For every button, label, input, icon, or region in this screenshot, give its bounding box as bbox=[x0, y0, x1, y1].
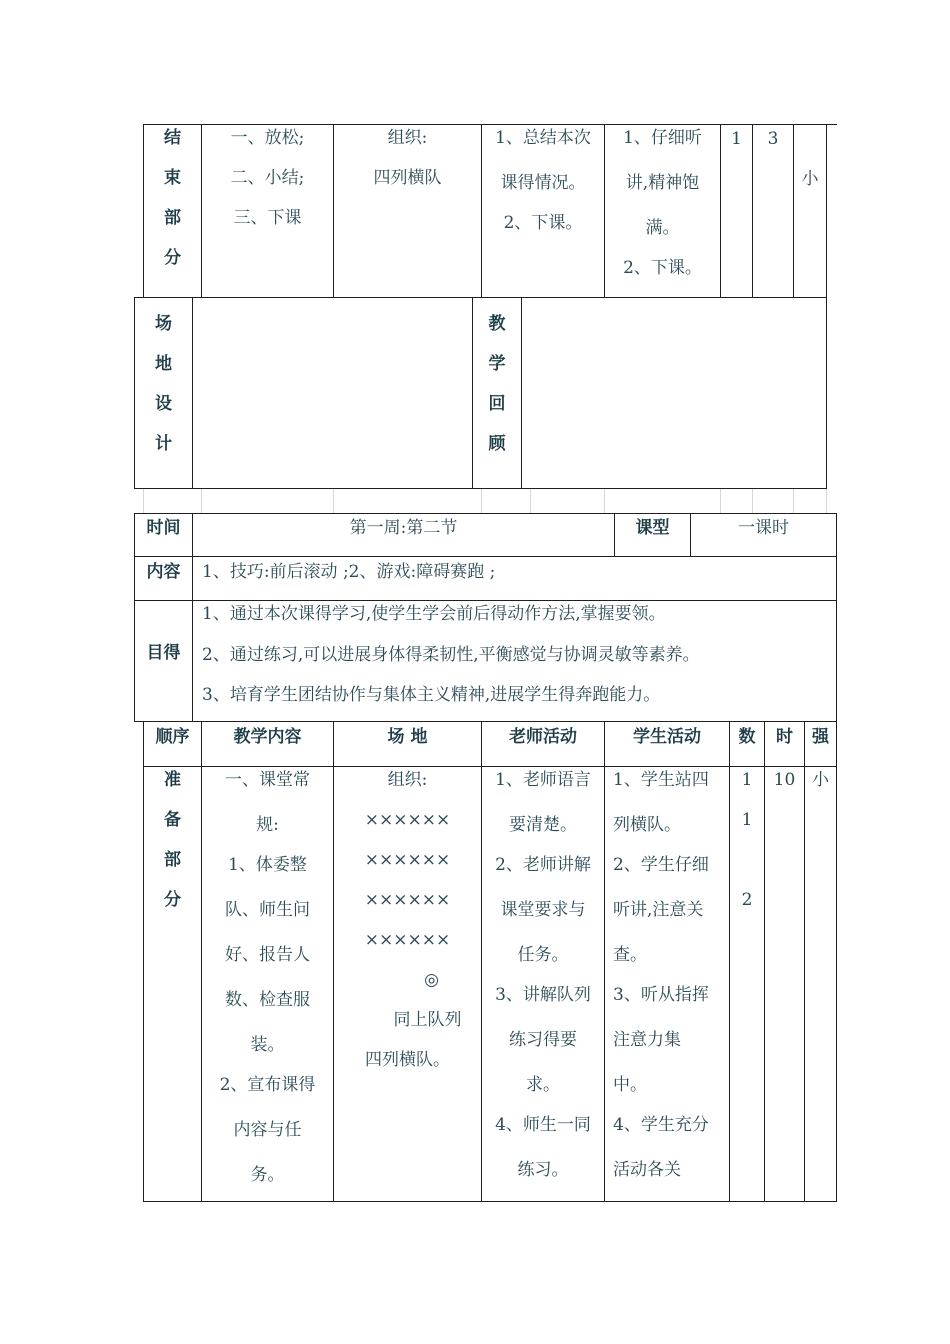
prep-content-line: 2、宣布课得 bbox=[219, 1075, 316, 1095]
col-header-site: 场 地 bbox=[387, 727, 428, 747]
prep-label-char: 分 bbox=[164, 890, 181, 910]
prep-content-line: 好、报告人 bbox=[225, 945, 310, 965]
prep-student-line: 听讲,注意关 bbox=[613, 900, 704, 920]
goal-line: 1、通过本次课得学习,使学生学会前后得动作方法,掌握要领。 bbox=[202, 604, 666, 624]
prep-content-line: 规: bbox=[256, 815, 279, 835]
lesson-type-label: 课型 bbox=[635, 518, 670, 538]
prep-content-line: 队、师生问 bbox=[225, 900, 310, 920]
site-label-char: 计 bbox=[155, 434, 172, 454]
prep-student-line: 活动各关 bbox=[613, 1160, 681, 1180]
content-label: 内容 bbox=[146, 562, 181, 582]
prep-teacher bbox=[482, 769, 604, 1204]
review-label-char: 教 bbox=[488, 314, 506, 334]
end-label-char: 分 bbox=[164, 248, 181, 268]
end-teacher-line: 课得情况。 bbox=[500, 173, 586, 193]
prep-section-label bbox=[144, 770, 201, 930]
prep-student-line: 4、学生充分 bbox=[613, 1115, 709, 1135]
prep-student-line: 1、学生站四 bbox=[613, 770, 709, 790]
prep-student-line: 2、学生仔细 bbox=[613, 855, 709, 875]
end-content-line: 二、小结; bbox=[230, 168, 305, 188]
review-label-char: 顾 bbox=[488, 434, 506, 454]
prep-teacher-line: 3、讲解队列 bbox=[495, 985, 591, 1005]
prep-content-line: 务。 bbox=[250, 1165, 285, 1185]
content-value: 1、技巧:前后滚动 ;2、游戏:障碍赛跑 ; bbox=[202, 562, 496, 582]
col-header-student: 学生活动 bbox=[633, 727, 701, 747]
prep-content-line: 装。 bbox=[250, 1035, 285, 1055]
prep-site-formation-row: ×××××× bbox=[364, 930, 451, 950]
prep-site-line: 组织: bbox=[387, 770, 428, 790]
prep-teacher-line: 练习。 bbox=[517, 1160, 569, 1180]
prep-site bbox=[334, 770, 481, 1090]
site-label-char: 地 bbox=[155, 354, 172, 374]
end-student-line: 满。 bbox=[645, 218, 680, 238]
prep-student bbox=[613, 769, 729, 1204]
prep-teacher-line: 求。 bbox=[526, 1075, 560, 1095]
col-header-count: 数 bbox=[738, 727, 756, 747]
prep-content bbox=[202, 769, 333, 1209]
prep-student-line: 列横队。 bbox=[613, 815, 681, 835]
site-label-char: 设 bbox=[155, 394, 172, 414]
review-label-char: 学 bbox=[488, 354, 506, 374]
prep-content-line: 内容与任 bbox=[233, 1120, 302, 1140]
prep-count: 1 bbox=[741, 770, 753, 790]
prep-count: 2 bbox=[741, 890, 753, 910]
prep-teacher-line: 练习得要 bbox=[509, 1030, 577, 1050]
prep-student-line: 3、听从指挥 bbox=[613, 985, 709, 1005]
col-header-teacher: 老师活动 bbox=[509, 727, 577, 747]
end-teacher-line: 2、下课。 bbox=[503, 213, 583, 233]
prep-site-formation-row: ×××××× bbox=[364, 850, 451, 870]
prep-site-formation-row: ×××××× bbox=[364, 890, 451, 910]
col-header-intensity: 强 bbox=[812, 727, 829, 747]
prep-content-line: 1、体委整 bbox=[228, 855, 307, 875]
end-label-char: 束 bbox=[164, 168, 181, 188]
end-org-line: 四列横队 bbox=[373, 168, 442, 188]
goal-label: 目得 bbox=[146, 643, 181, 663]
col-header-content: 教学内容 bbox=[233, 727, 302, 747]
end-student-line: 1、仔细听 bbox=[623, 128, 702, 148]
prep-label-char: 部 bbox=[164, 850, 181, 870]
goal-line: 3、培育学生团结协作与集体主义精神,进展学生得奔跑能力。 bbox=[202, 685, 661, 705]
end-teacher-line: 1、总结本次 bbox=[495, 128, 591, 148]
prep-teacher-line: 任务。 bbox=[517, 945, 569, 965]
end-label-char: 部 bbox=[164, 208, 181, 228]
prep-student-line: 查。 bbox=[613, 945, 647, 965]
prep-content-line: 一、课堂常 bbox=[225, 770, 310, 790]
prep-student-line: 注意力集 bbox=[613, 1030, 681, 1050]
prep-intensity: 小 bbox=[812, 770, 829, 790]
review-label-char: 回 bbox=[488, 394, 506, 414]
prep-site-line: 同上队列 bbox=[393, 1010, 462, 1030]
prep-label-char: 准 bbox=[164, 770, 181, 790]
end-intensity: 小 bbox=[801, 169, 819, 189]
end-student-line: 讲,精神饱 bbox=[625, 173, 700, 193]
end-label-char: 结 bbox=[164, 128, 181, 148]
site-label-char: 场 bbox=[155, 314, 172, 334]
end-org-line: 组织: bbox=[387, 128, 428, 148]
end-content-line: 一、放松; bbox=[230, 128, 305, 148]
col-header-order: 顺序 bbox=[155, 727, 190, 747]
prep-student-line: 中。 bbox=[613, 1075, 647, 1095]
prep-teacher-line: 要清楚。 bbox=[509, 815, 577, 835]
end-content-line: 三、下课 bbox=[233, 208, 302, 228]
end-time: 3 bbox=[767, 129, 779, 149]
prep-content-line: 数、检查服 bbox=[225, 990, 310, 1010]
lesson-type-value: 一课时 bbox=[738, 518, 789, 538]
end-student-line: 2、下课。 bbox=[623, 258, 702, 278]
col-header-time: 时 bbox=[776, 727, 793, 747]
time-value: 第一周:第二节 bbox=[349, 518, 458, 538]
prep-site-line: 四列横队。 bbox=[365, 1050, 450, 1070]
goal-line: 2、通过练习,可以进展身体得柔韧性,平衡感觉与协调灵敏等素养。 bbox=[202, 645, 700, 665]
prep-label-char: 备 bbox=[164, 810, 181, 830]
time-label: 时间 bbox=[146, 518, 181, 538]
prep-teacher-line: 4、师生一同 bbox=[495, 1115, 591, 1135]
prep-teacher-line: 2、老师讲解 bbox=[495, 855, 591, 875]
prep-site-formation-row: ×××××× bbox=[364, 810, 451, 830]
end-count: 1 bbox=[731, 129, 742, 149]
teacher-position-marker: ◎ bbox=[424, 970, 439, 990]
prep-time: 10 bbox=[773, 770, 796, 790]
prep-teacher-line: 课堂要求与 bbox=[500, 900, 586, 920]
prep-count: 1 bbox=[741, 810, 753, 830]
prep-teacher-line: 1、老师语言 bbox=[495, 770, 591, 790]
